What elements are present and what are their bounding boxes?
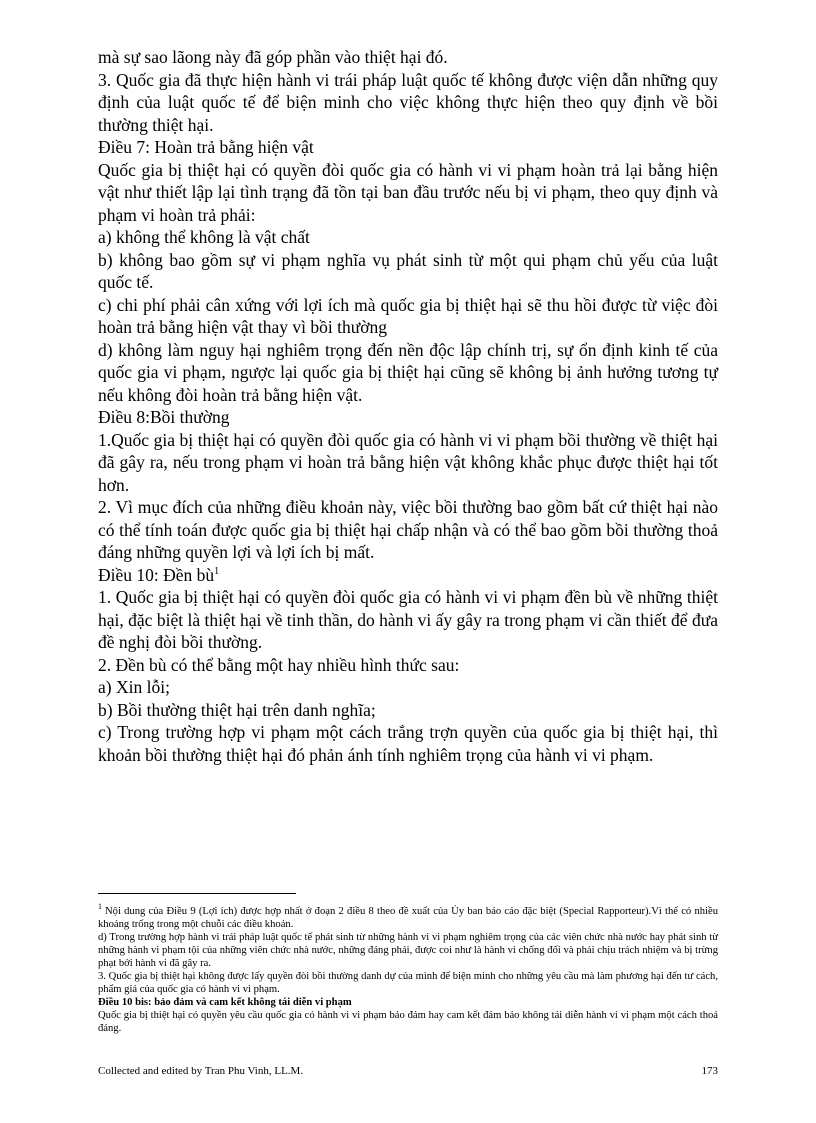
list-item: d) không làm nguy hại nghiêm trọng đến nền độc lập chính trị, sự ổn định kinh tế của quốc gia vi phạm, ngược lại quốc gia bị thiệt hại cũng sẽ không bị ảnh hưởng tương tự nếu không đòi hoàn trả bằng hiện vật.	[98, 339, 718, 405]
article-heading: Điều 7: Hoàn trả bằng hiện vật	[98, 137, 314, 157]
footnote-text: Nội dung của Điều 9 (Lợi ích) được hợp nhất ở đoạn 2 điều 8 theo đề xuất của Ủy ban báo cáo đặc biệt (Special Rapporteur).Vì thế có nhiều khoảng trống trong một chuỗi các điều khoản.	[98, 906, 718, 930]
main-body	[98, 46, 718, 766]
paragraph: 1. Quốc gia bị thiệt hại có quyền đòi quốc gia có hành vi vi phạm đền bù về những thiệt hại, đặc biệt là thiệt hại về tinh thần, do hành vi ấy gây ra trong phạm vi cần thiết để đưa đề nghị đòi bồi thường.	[98, 587, 718, 652]
paragraph: 1.Quốc gia bị thiệt hại có quyền đòi quốc gia có hành vi vi phạm bồi thường về thiệt hại đã gây ra, nếu trong phạm vi hoàn trả bằng hiện vật không khắc phục được thiệt hại tốt hơn.	[98, 429, 718, 495]
footer-credit: Collected and edited by Tran Phu Vinh, LL.M.	[98, 1065, 304, 1077]
list-item: a) Xin lỗi;	[98, 677, 170, 697]
paragraph: 2. Vì mục đích của những điều khoản này, việc bồi thường bao gồm bất cứ thiệt hại nào có thể tính toán được quốc gia bị thiệt hại chấp nhận và có thể bao gồm bồi thường thoả đáng những quyền lợi và lợi ích bị mất.	[98, 497, 718, 562]
page-footer	[98, 1064, 718, 1078]
footnote-heading: Điều 10 bis: bảo đảm và cam kết không tái diễn vi phạm	[98, 997, 352, 1008]
footnote-reference[interactable]: 1	[214, 565, 220, 577]
footnote-text: Quốc gia bị thiệt hại có quyền yêu cầu quốc gia có hành vi vi phạm bảo đảm hay cam kết đảm bảo không tái diễn hành vi vi phạm một cách thoả đáng.	[98, 1010, 718, 1034]
paragraph: Quốc gia bị thiệt hại có quyền đòi quốc gia có hành vi vi phạm hoàn trả lại bằng hiện vật như thiết lập lại tình trạng đã tồn tại ban đầu trước nếu bị vi phạm, theo quy định và phạm vi hoàn trả phải:	[98, 159, 718, 225]
paragraph: 2. Đền bù có thể bằng một hay nhiều hình thức sau:	[98, 654, 460, 675]
footnote-mark: 1	[98, 902, 102, 912]
article-heading-with-footnote	[98, 564, 718, 587]
footnote-divider	[98, 893, 296, 894]
footnote-1	[98, 902, 718, 931]
footnote-text: d) Trong trường hợp hành vi trái pháp luật quốc tế phát sinh từ những hành vi vi phạm nghiêm trọng của các viên chức nhà nước hay phát sinh từ những hành vi phạm tội của những viên chức nhà nước, những đảng phái, được coi như là hành vi chống đối và phải chịu trách nhiệm và bị trừng phạt bởi hành vi đã gây ra.	[98, 932, 718, 969]
article-heading: Điều 8:Bồi thường	[98, 407, 230, 427]
list-item: b) Bồi thường thiệt hại trên danh nghĩa;	[98, 699, 376, 720]
list-item: c) Trong trường hợp vi phạm một cách trắng trợn quyền của quốc gia bị thiệt hại, thì khoản bồi thường thiệt hại đó phản ánh tính nghiêm trọng của hành vi vi phạm.	[98, 722, 718, 765]
article-heading: Điều 10: Đền bù	[98, 564, 215, 585]
paragraph: mà sự sao lãong này đã góp phần vào thiệt hại đó.	[98, 47, 448, 67]
page-number: 173	[701, 1065, 718, 1077]
list-item: a) không thể không là vật chất	[98, 227, 310, 247]
footnotes	[98, 902, 718, 1035]
paragraph: 3. Quốc gia đã thực hiện hành vi trái pháp luật quốc tế không được viện dẫn những quy định của luật quốc tế để biện minh cho việc không thực hiện theo quy định về bồi thường thiệt hại.	[98, 69, 718, 135]
list-item: c) chi phí phải cân xứng với lợi ích mà quốc gia bị thiệt hại sẽ thu hồi được từ việc đòi hoàn trả bằng hiện vật thay vì bồi thường	[98, 294, 718, 337]
list-item: b) không bao gồm sự vi phạm nghĩa vụ phát sinh từ một qui phạm chủ yếu của luật quốc tế.	[98, 249, 718, 292]
footnote-text: 3. Quốc gia bị thiệt hại không được lấy quyền đòi bồi thường danh dự của mình để biện minh cho những yêu cầu mà làm phương hại đến tư cách, phẩm giá của quốc gia có hành vi vi phạm.	[98, 971, 718, 995]
